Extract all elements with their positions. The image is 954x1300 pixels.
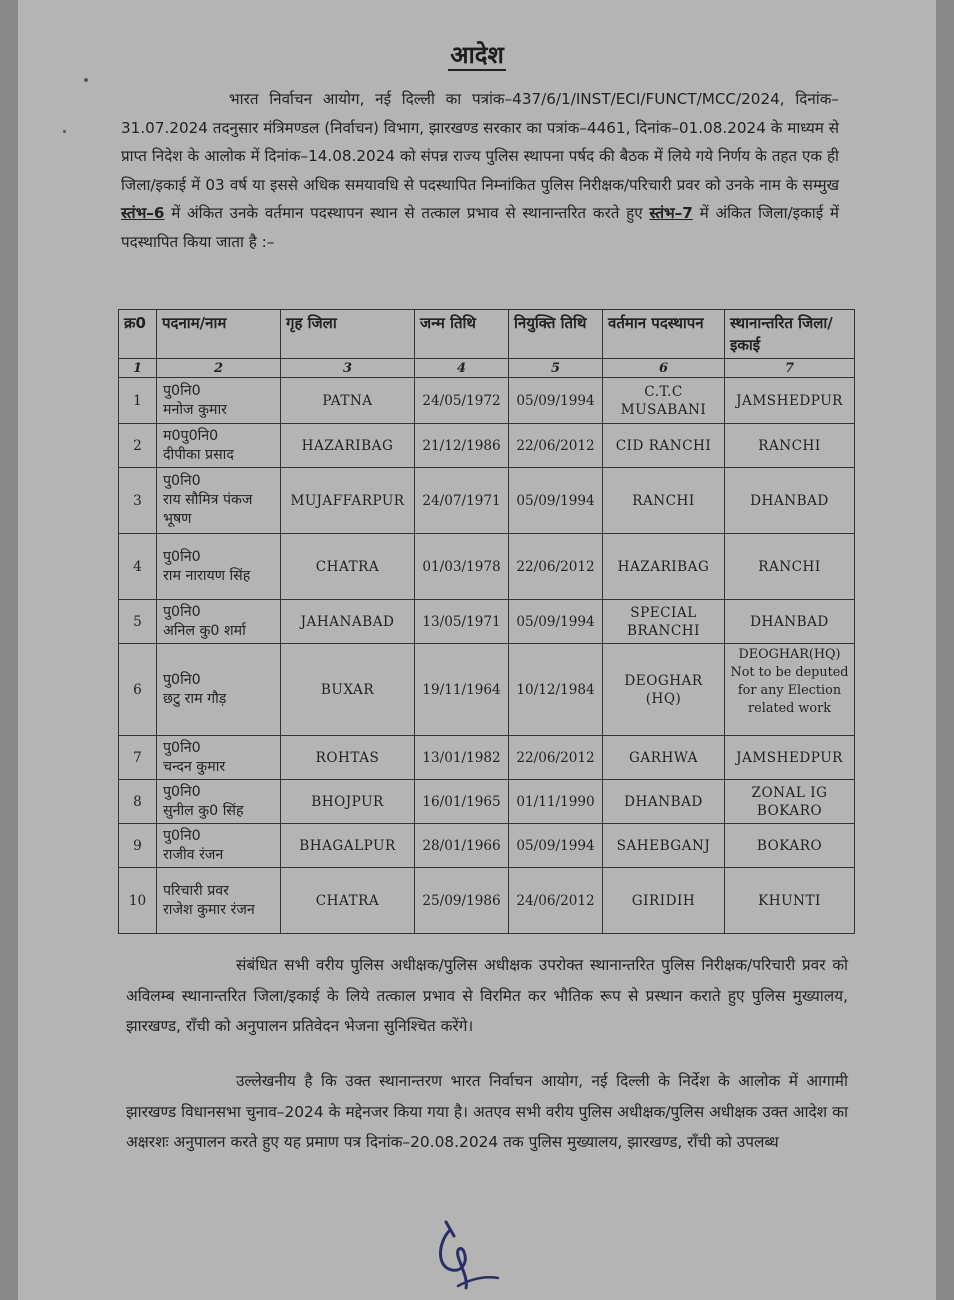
cell-transferred-to: ZONAL IG BOKARO bbox=[725, 780, 855, 824]
compliance-paragraph: संबंधित सभी वरीय पुलिस अधीक्षक/पुलिस अधीक्षक उपरोक्त स्थानान्तरित पुलिस निरीक्षक/परिचारी प्रवर को अविलम्ब स्थानान्तरित जिला/इकाई के लिये तत्काल प्रभाव से विरमित कर भौतिक रूप से प्रस्थान कराते हुए पुलिस मुख्यालय, झारखण्ड, राँची को अनुपालन प्रतिवेदन भेजना सुनिश्चित करेंगे। bbox=[126, 956, 848, 1035]
cell-appointment-date: 05/09/1994 bbox=[509, 378, 603, 424]
designation: पु0नि0 bbox=[163, 603, 201, 620]
cell-current-posting: SAHEBGANJ bbox=[603, 824, 725, 868]
cell-dob: 13/05/1971 bbox=[415, 600, 509, 644]
officer-name: राजेश कुमार रंजन bbox=[163, 901, 255, 918]
cell-designation-name bbox=[157, 534, 281, 600]
cell-sn: 3 bbox=[119, 468, 157, 534]
cell-designation-name bbox=[157, 868, 281, 934]
designation: म0पु0नि0 bbox=[163, 427, 219, 444]
cell-current-posting: RANCHI bbox=[603, 468, 725, 534]
cell-home-district: HAZARIBAG bbox=[281, 424, 415, 468]
cell-home-district: BHAGALPUR bbox=[281, 824, 415, 868]
col-number: 2 bbox=[157, 359, 281, 378]
header-home-district: गृह जिला bbox=[281, 310, 415, 359]
transfer-table bbox=[118, 309, 855, 934]
cell-home-district: PATNA bbox=[281, 378, 415, 424]
cell-transferred-to: JAMSHEDPUR bbox=[725, 378, 855, 424]
cell-sn: 9 bbox=[119, 824, 157, 868]
officer-name: राजीव रंजन bbox=[163, 846, 224, 863]
column-7-reference: स्तंभ–7 bbox=[649, 204, 693, 223]
cell-home-district: BHOJPUR bbox=[281, 780, 415, 824]
officer-name: चन्दन कुमार bbox=[163, 758, 226, 775]
cell-sn: 10 bbox=[119, 868, 157, 934]
cell-dob: 28/01/1966 bbox=[415, 824, 509, 868]
table-row bbox=[119, 600, 855, 644]
cell-current-posting: SPECIAL BRANCHI bbox=[603, 600, 725, 644]
cell-designation-name bbox=[157, 736, 281, 780]
cell-transferred-to: BOKARO bbox=[725, 824, 855, 868]
table-row bbox=[119, 468, 855, 534]
designation: पु0नि0 bbox=[163, 783, 201, 800]
cell-designation-name bbox=[157, 644, 281, 736]
designation: पु0नि0 bbox=[163, 473, 201, 489]
cell-transferred-to: JAMSHEDPUR bbox=[725, 736, 855, 780]
officer-name: छटु राम गौड़ bbox=[163, 690, 227, 707]
signature bbox=[428, 1212, 508, 1292]
cell-current-posting: DHANBAD bbox=[603, 780, 725, 824]
cell-current-posting: HAZARIBAG bbox=[603, 534, 725, 600]
cell-transferred-to: RANCHI bbox=[725, 424, 855, 468]
officer-name: दीपीका प्रसाद bbox=[163, 446, 234, 463]
table-row bbox=[119, 378, 855, 424]
header-transferred-to: स्थानान्तरित जिला/इकाई bbox=[725, 310, 855, 359]
cell-appointment-date: 22/06/2012 bbox=[509, 736, 603, 780]
cell-sn: 7 bbox=[119, 736, 157, 780]
cell-current-posting: CID RANCHI bbox=[603, 424, 725, 468]
cell-transferred-to: DHANBAD bbox=[725, 600, 855, 644]
cell-transferred-to: DEOGHAR(HQ) Not to be deputed for any Election related work bbox=[725, 644, 855, 736]
cell-sn: 1 bbox=[119, 378, 157, 424]
table-row bbox=[119, 644, 855, 736]
cell-sn: 5 bbox=[119, 600, 157, 644]
cell-sn: 4 bbox=[119, 534, 157, 600]
designation: पु0नि0 bbox=[163, 382, 201, 399]
cell-dob: 21/12/1986 bbox=[415, 424, 509, 468]
cell-current-posting: DEOGHAR (HQ) bbox=[603, 644, 725, 736]
cell-appointment-date: 05/09/1994 bbox=[509, 468, 603, 534]
cell-current-posting: GARHWA bbox=[603, 736, 725, 780]
election-note-paragraph: उल्लेखनीय है कि उक्त स्थानान्तरण भारत निर्वाचन आयोग, नई दिल्ली के निर्देश के आलोक में आगामी झारखण्ड विधानसभा चुनाव–2024 के मद्देनजर किया गया है। अतएव सभी वरीय पुलिस अधीक्षक/पुलिस अधीक्षक उक्त आदेश का अक्षरशः अनुपालन करते हुए यह प्रमाण पत्र दिनांक–20.08.2024 तक पुलिस मुख्यालय, झारखण्ड, राँची को उपलब्ध bbox=[126, 1072, 848, 1151]
cell-home-district: CHATRA bbox=[281, 868, 415, 934]
designation: पु0नि0 bbox=[163, 827, 201, 844]
cell-designation-name bbox=[157, 600, 281, 644]
cell-appointment-date: 05/09/1994 bbox=[509, 600, 603, 644]
cell-home-district: JAHANABAD bbox=[281, 600, 415, 644]
header-designation-name: पदनाम/नाम bbox=[157, 310, 281, 359]
designation: परिचारी प्रवर bbox=[163, 882, 229, 899]
header-dob: जन्म तिथि bbox=[415, 310, 509, 359]
cell-designation-name bbox=[157, 424, 281, 468]
col-number: 4 bbox=[415, 359, 509, 378]
officer-name: राय सौमित्र पंकज भूषण bbox=[163, 492, 253, 527]
designation: पु0नि0 bbox=[163, 739, 201, 756]
cell-current-posting: GIRIDIH bbox=[603, 868, 725, 934]
column-number-row bbox=[119, 359, 855, 378]
cell-appointment-date: 24/06/2012 bbox=[509, 868, 603, 934]
col-number: 7 bbox=[725, 359, 855, 378]
cell-sn: 8 bbox=[119, 780, 157, 824]
header-appointment-date: नियुक्ति तिथि bbox=[509, 310, 603, 359]
designation: पु0नि0 bbox=[163, 671, 201, 688]
header-sn: क्र0 bbox=[119, 310, 157, 359]
officer-name: मनोज कुमार bbox=[163, 401, 227, 418]
cell-dob: 25/09/1986 bbox=[415, 868, 509, 934]
cell-designation-name bbox=[157, 468, 281, 534]
cell-sn: 2 bbox=[119, 424, 157, 468]
column-6-reference: स्तंभ–6 bbox=[121, 204, 165, 223]
col-number: 3 bbox=[281, 359, 415, 378]
cell-appointment-date: 22/06/2012 bbox=[509, 424, 603, 468]
table-row bbox=[119, 868, 855, 934]
officer-name: अनिल कु0 शर्मा bbox=[163, 622, 246, 639]
table-row bbox=[119, 424, 855, 468]
cell-transferred-to: RANCHI bbox=[725, 534, 855, 600]
officer-name: राम नारायण सिंह bbox=[163, 567, 251, 584]
intro-paragraph: भारत निर्वाचन आयोग, नई दिल्ली का पत्रांक–437/6/1/INST/ECI/FUNCT/MCC/2024, दिनांक–31.07.2024 तदनुसार मंत्रिमण्डल (निर्वाचन) विभाग, झारखण्ड सरकार का पत्रांक–4461, दिनांक–01.08.2024 के माध्यम से प्राप्त निदेश के आलोक में दिनांक–14.08.2024 को संपन्न राज्य पुलिस स्थापना पर्षद की बैठक में लिये गये निर्णय के तहत एक ही जिला/इकाई में 03 वर्ष या इससे अधिक समयावधि से पदस्थापित निम्नांकित पुलिस निरीक्षक/परिचारी प्रवर को उनके नाम के सम्मुख स्तंभ–6 में अंकित उनके वर्तमान पदस्थापन स्थान से तत्काल प्रभाव से स्थानान्तरित करते हुए स्तंभ–7 में अंकित जिला/इकाई में पदस्थापित किया जाता है :– bbox=[121, 90, 840, 251]
col-number: 6 bbox=[603, 359, 725, 378]
cell-home-district: CHATRA bbox=[281, 534, 415, 600]
cell-designation-name bbox=[157, 824, 281, 868]
col-number: 5 bbox=[509, 359, 603, 378]
speck bbox=[63, 130, 66, 133]
cell-appointment-date: 10/12/1984 bbox=[509, 644, 603, 736]
cell-current-posting: C.T.C MUSABANI bbox=[603, 378, 725, 424]
cell-dob: 13/01/1982 bbox=[415, 736, 509, 780]
cell-dob: 24/05/1972 bbox=[415, 378, 509, 424]
col-number: 1 bbox=[119, 359, 157, 378]
cell-appointment-date: 05/09/1994 bbox=[509, 824, 603, 868]
cell-appointment-date: 01/11/1990 bbox=[509, 780, 603, 824]
table-header-row bbox=[119, 310, 855, 359]
cell-designation-name bbox=[157, 780, 281, 824]
table-row bbox=[119, 534, 855, 600]
cell-dob: 19/11/1964 bbox=[415, 644, 509, 736]
cell-sn: 6 bbox=[119, 644, 157, 736]
speck bbox=[84, 78, 88, 82]
cell-dob: 16/01/1965 bbox=[415, 780, 509, 824]
cell-dob: 01/03/1978 bbox=[415, 534, 509, 600]
cell-appointment-date: 22/06/2012 bbox=[509, 534, 603, 600]
cell-transferred-to: KHUNTI bbox=[725, 868, 855, 934]
cell-designation-name bbox=[157, 378, 281, 424]
header-current-posting: वर्तमान पदस्थापन bbox=[603, 310, 725, 359]
table-row bbox=[119, 736, 855, 780]
cell-transferred-to: DHANBAD bbox=[725, 468, 855, 534]
table-row bbox=[119, 780, 855, 824]
cell-home-district: ROHTAS bbox=[281, 736, 415, 780]
designation: पु0नि0 bbox=[163, 548, 201, 565]
cell-dob: 24/07/1971 bbox=[415, 468, 509, 534]
cell-home-district: BUXAR bbox=[281, 644, 415, 736]
table-row bbox=[119, 824, 855, 868]
officer-name: सुनील कु0 सिंह bbox=[163, 802, 244, 819]
cell-home-district: MUJAFFARPUR bbox=[281, 468, 415, 534]
page-title: आदेश bbox=[450, 41, 504, 69]
